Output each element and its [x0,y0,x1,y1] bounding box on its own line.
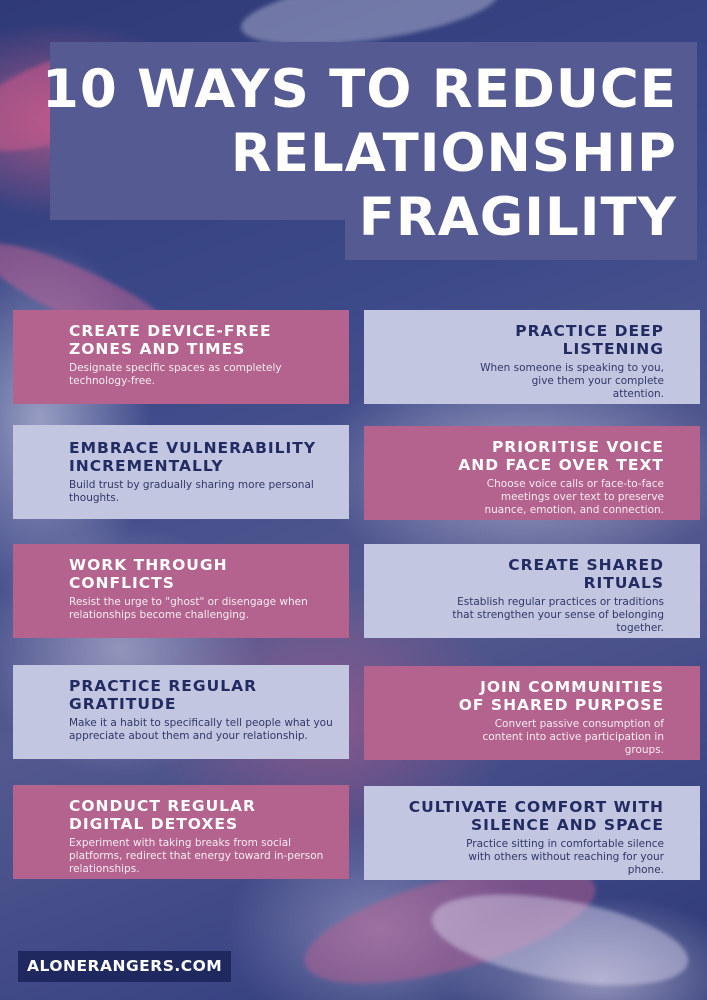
website-link[interactable]: ALONERANGERS.COM [18,951,231,982]
tip-card-vulnerability [13,425,349,519]
title-line: 10 WAYS TO REDUCE [41,59,677,120]
tip-description: Experiment with taking breaks from social platforms, redirect that energy toward in-person relationships. [69,837,324,875]
tip-title: CONDUCT REGULAR DIGITAL DETOXES [69,797,256,833]
tip-title: JOIN COMMUNITIES OF SHARED PURPOSE [458,678,664,714]
tip-description: Practice sitting in comfortable silence with others without reaching for your phone. [466,838,664,876]
tip-title: EMBRACE VULNERABILITY INCREMENTALLY [69,439,317,475]
page-title [42,58,677,250]
tip-description: Choose voice calls or face-to-face meetings over text to preserve nuance, emotion, and connection. [484,478,664,516]
tip-title: CULTIVATE COMFORT WITH SILENCE AND SPACE [408,798,664,834]
tip-title: PRACTICE DEEP LISTENING [515,322,664,358]
title-line: RELATIONSHIP [230,123,677,184]
tip-title: CREATE SHARED RITUALS [508,556,664,592]
tip-description: When someone is speaking to you, give them your complete attention. [480,362,664,400]
tip-title: WORK THROUGH CONFLICTS [69,556,228,592]
tip-card-gratitude [13,665,349,759]
tip-description: Designate specific spaces as completely technology-free. [69,362,282,387]
tip-description: Make it a habit to specifically tell people what you appreciate about them and your relationship. [69,717,333,742]
tip-title: CREATE DEVICE-FREE ZONES AND TIMES [69,322,272,358]
title-line: FRAGILITY [358,187,677,248]
tip-card-communities [364,666,700,760]
tip-card-detox [13,785,349,879]
tip-title: PRACTICE REGULAR GRATITUDE [69,677,258,713]
tip-description: Resist the urge to "ghost" or disengage when relationships become challenging. [69,596,308,621]
tip-card-conflicts [13,544,349,638]
tip-card-voice-face [364,426,700,520]
tip-card-device-free [13,310,349,404]
tip-description: Establish regular practices or traditions that strengthen your sense of belonging together. [452,596,664,634]
tip-card-rituals [364,544,700,638]
tip-card-silence [364,786,700,880]
tip-description: Build trust by gradually sharing more personal thoughts. [69,479,314,504]
tip-title: PRIORITISE VOICE AND FACE OVER TEXT [458,438,664,474]
tip-card-listening [364,310,700,404]
tip-description: Convert passive consumption of content into active participation in groups. [482,718,664,756]
